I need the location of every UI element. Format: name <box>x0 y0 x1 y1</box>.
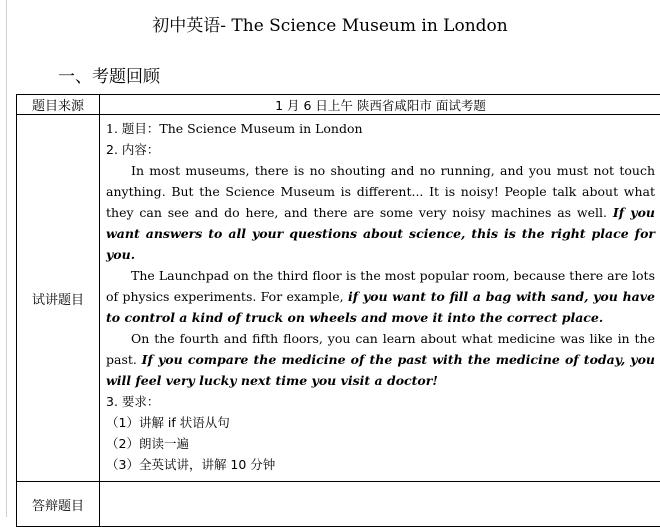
source-value: 1 月 6 日上午 陕西省咸阳市 面试考题 <box>100 95 660 115</box>
document-title: 初中英语- The Science Museum in London <box>0 11 660 36</box>
passage-paragraph-2 <box>106 265 655 328</box>
source-label: 题目来源 <box>17 95 100 115</box>
paragraph-2-emphasis: if you want to fill a bag with sand, you have to control a kind of truck on wheels and move it into the correct place. <box>106 289 655 325</box>
topic-line: 1. 题目：The Science Museum in London <box>106 118 655 139</box>
exam-table <box>16 94 660 527</box>
defense-value <box>100 482 660 527</box>
lecture-content <box>100 115 660 482</box>
passage-paragraph-1 <box>106 160 655 265</box>
table-row-defense <box>17 482 660 527</box>
paragraph-3-text: On the fourth and fifth floors, you can learn about what medicine was like in the past. <box>106 331 655 367</box>
lecture-label: 试讲题目 <box>17 115 100 482</box>
requirement-3: （3）全英试讲，讲解 10 分钟 <box>106 454 655 475</box>
paragraph-2-text: The Launchpad on the third floor is the most popular room, because there are lots of physics experiments. For example, <box>106 268 655 304</box>
content-label: 2. 内容： <box>106 139 655 160</box>
page-margin-rule <box>6 0 7 517</box>
requirement-1: （1）讲解 if 状语从句 <box>106 412 655 433</box>
table-row-source <box>17 95 660 115</box>
paragraph-3-emphasis: If you compare the medicine of the past with the medicine of today, you will feel very lucky next time you visit a doctor! <box>106 352 655 388</box>
requirements-label: 3. 要求： <box>106 391 655 412</box>
passage-paragraph-3 <box>106 328 655 391</box>
defense-label: 答辩题目 <box>17 482 100 527</box>
section-heading: 一、考题回顾 <box>58 62 160 87</box>
requirement-2: （2）朗读一遍 <box>106 433 655 454</box>
paragraph-1-emphasis: If you want answers to all your questions about science, this is the right place for you. <box>106 205 655 262</box>
paragraph-1-text: In most museums, there is no shouting and no running, and you must not touch anything. But the Science Museum is different... It is noisy! People talk about what they can see and do here, and there are some very noisy machines as well. <box>106 163 655 220</box>
table-row-lecture <box>17 115 660 482</box>
